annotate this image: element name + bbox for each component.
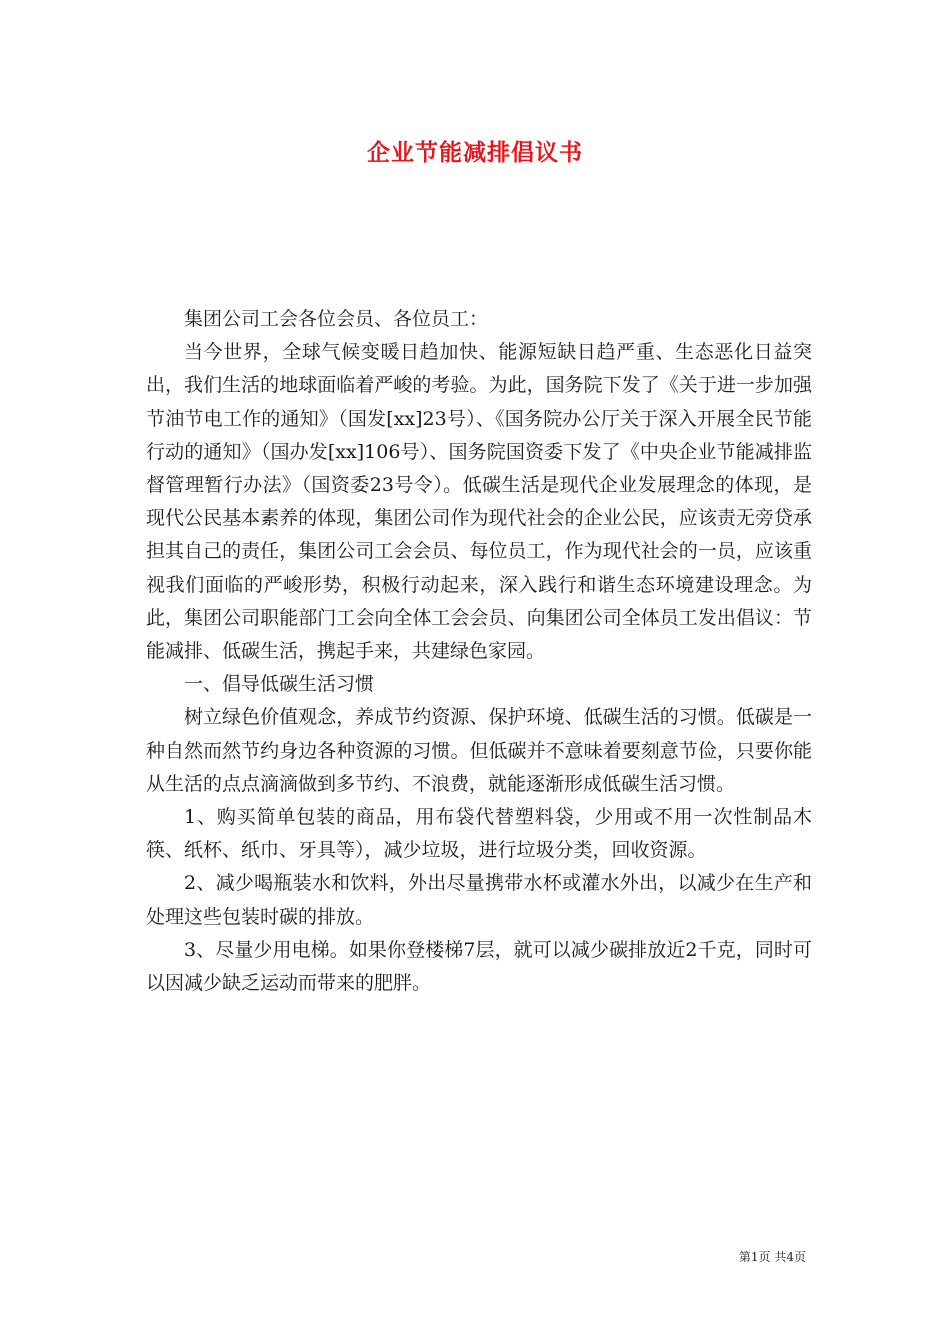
page-number: 第1页 共4页 [738, 1250, 806, 1264]
section-heading: 一、倡导低碳生活习惯 [184, 673, 375, 696]
paragraph: 当今世界，全球气候变暖日趋加快、能源短缺日趋严重、生态恶化日益突出，我们生活的地球面临着严峻的考验。为此，国务院下发了《关于进一步加强节油节电工作的通知》（国发[xx]23号）、《国务院办公厅关于深入开展全民节能行动的通知》（国办发[xx]106号）、国务院国资委下发了《中央企业节能减排监督管理暂行办法》（国资委23号令）。低碳生活是现代企业发展理念的体现，是现代公民基本素养的体现，集团公司作为现代社会的企业公民，应该责无旁贷承担其自己的责任，集团公司工会会员、每位员工，作为现代社会的一员，应该重视我们面临的严峻形势，积极行动起来，深入践行和谐生态环境建设理念。为此，集团公司职能部门工会向全体工会会员、向集团公司全体员工发出倡议：节能减排、低碳生活，携起手来，共建绿色家园。 [146, 341, 812, 663]
list-item: 3、尽量少用电梯。如果你登楼梯7层，就可以减少碳排放近2千克，同时可以因减少缺乏运动而带来的肥胖。 [146, 938, 812, 995]
paragraph: 树立绿色价值观念，养成节约资源、保护环境、低碳生活的习惯。低碳是一种自然而然节约身边各种资源的习惯。但低碳并不意味着要刻意节俭，只要你能从生活的点点滴滴做到多节约、不浪费，就能逐渐形成低碳生活习惯。 [146, 706, 812, 795]
salutation: 集团公司工会各位会员、各位员工： [184, 308, 489, 330]
list-item: 1、购买简单包装的商品，用布袋代替塑料袋，少用或不用一次性制品木筷、纸杯、纸巾、牙具等），减少垃圾，进行垃圾分类，回收资源。 [146, 806, 812, 862]
document-body [146, 303, 812, 1000]
list-item: 2、减少喝瓶装水和饮料，外出尽量携带水杯或灌水外出，以减少在生产和处理这些包装时碳的排放。 [146, 872, 812, 928]
page-title: 企业节能减排倡议书 [367, 139, 583, 166]
